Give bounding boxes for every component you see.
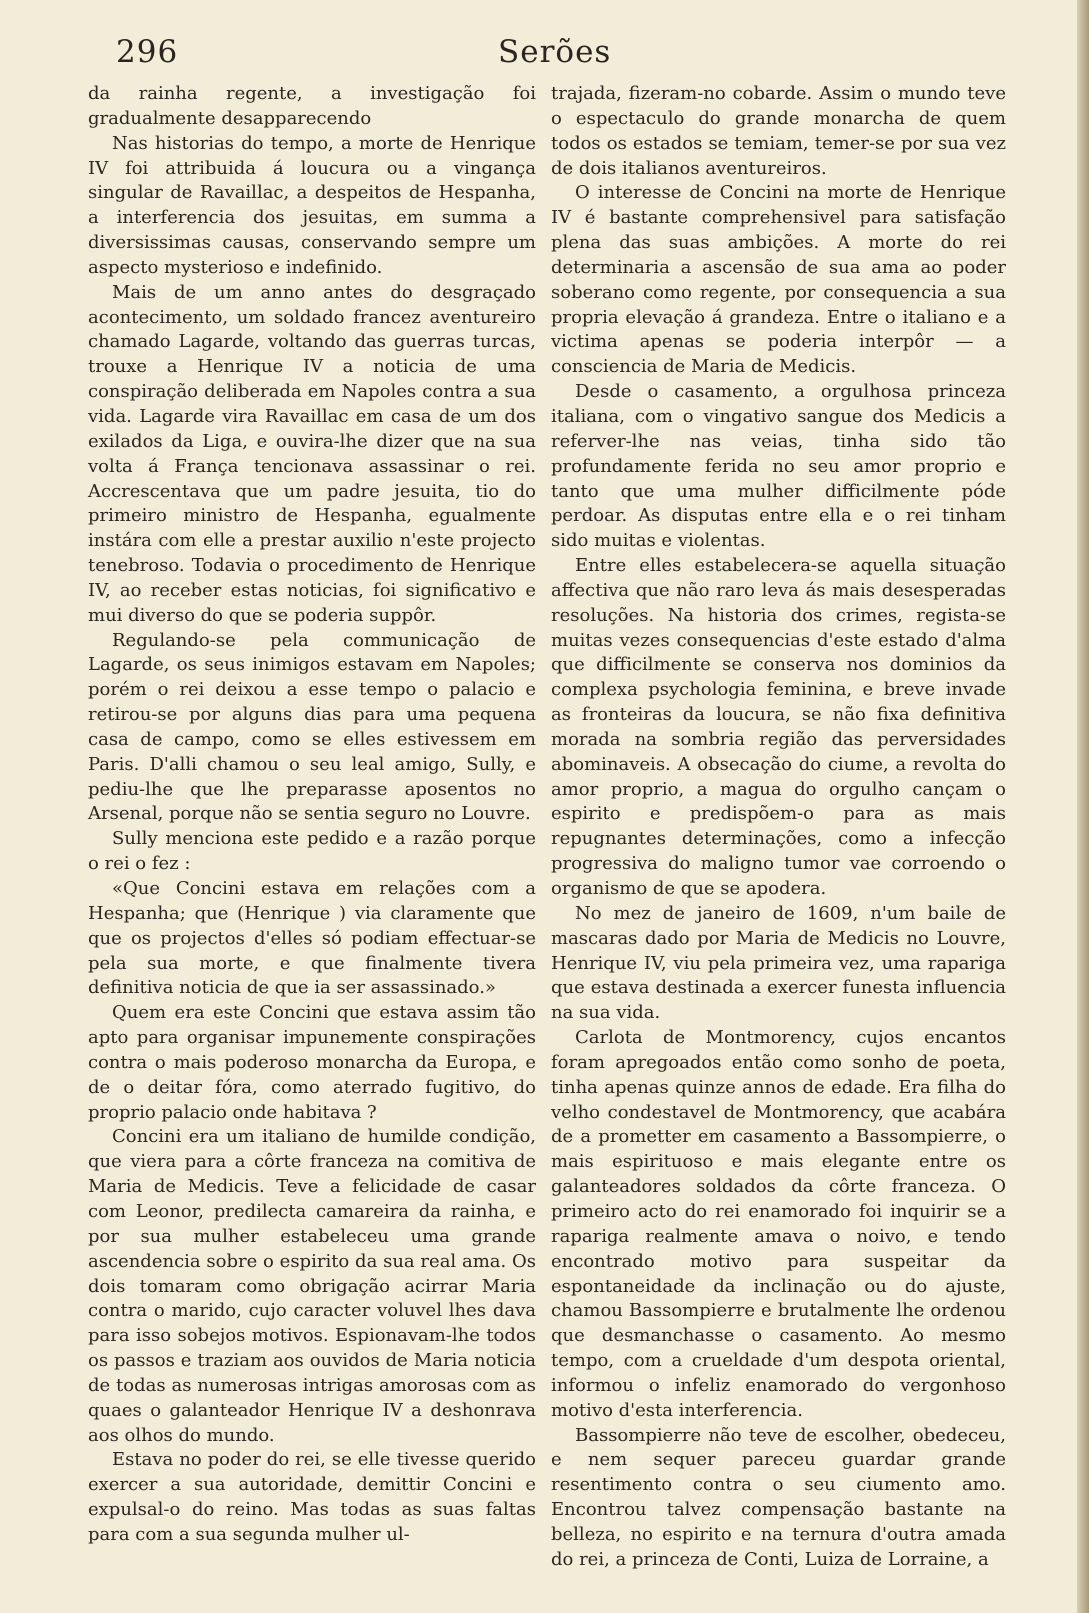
paragraph: Nas historias do tempo, a morte de Henrique IV foi attribuida á loucura ou a vingança singular de Ravaillac, a despeitos de Hespanha, a interferencia dos jesuitas, em summa a diversissimas causas, conservando sempre um aspecto mysterioso e indefinido. — [88, 132, 536, 278]
paragraph: Mais de um anno antes do desgraçado acontecimento, um soldado francez aventureiro chamado Lagarde, voltando das guerras turcas, trouxe a Henrique IV a noticia de uma conspiração deliberada em Napoles contra a sua vida. Lagarde vira Ravaillac em casa de um dos exilados da Liga, e ouvira-lhe dizer que na sua volta á França tencionava assassinar o rei. Accrescentava que um padre jesuita, tio do primeiro ministro de Hespanha, egualmente instára com elle a prestar auxilio n'este projecto tenebroso. Todavia o procedimento de Henrique IV, ao receber estas noticias, foi significativo e mui diverso do que se poderia suppôr. — [88, 281, 536, 626]
paragraph: Entre elles estabelecera-se aquella situação affectiva que não raro leva ás mais desesperadas resoluções. Na historia dos crimes, regista-se muitas vezes consequencias d'este estado d'alma que difficilmente se conserva nos dominios da complexa psychologia feminina, e breve invade as fronteiras da loucura, se não fixa definitiva morada na sombria região das perversidades abominaveis. A obsecação do ciume, a revolta do amor proprio, a magua do orgulho cançam o espirito e predispõem-o para as mais repugnantes determinações, como a infecção progressiva do maligno tumor vae corroendo o organismo de que se apodera. — [551, 555, 1006, 899]
paragraph: Carlota de Montmorency, cujos encantos foram apregoados então como sonho de poeta, tinha apenas quinze annos de edade. Era filha do velho condestavel de Montmorency, que acabára de a prometter em casamento a Bassompierre, o mais espirituoso e mais elegante entre os galanteadores soldados da côrte franceza. O primeiro acto do rei enamorado foi inquirir se a rapariga realmente amava o noivo, e tendo encontrado motivo para suspeitar da espontaneidade da inclinação ou do ajuste, chamou Bassompierre e brutalmente lhe ordenou que desmanchasse o casamento. Ao mesmo tempo, com a crueldade d'um despota oriental, informou o infeliz enamorado do vergonhoso motivo d'esta interferencia. — [551, 1027, 1006, 1421]
running-title: Serões — [498, 34, 612, 70]
paragraph: da rainha regente, a investigação foi gradualmente desapparecendo — [88, 83, 536, 129]
paragraph: No mez de janeiro de 1609, n'um baile de mascaras dado por Maria de Medicis no Louvre, Henrique IV, viu pela primeira vez, uma rapariga que estava destinada a exercer funesta influencia na sua vida. — [551, 902, 1006, 1024]
left-column — [88, 82, 536, 1548]
paragraph: Regulando-se pela communicação de Lagarde, os seus inimigos estavam em Napoles; porém o rei deixou a esse tempo o palacio e retirou-se por alguns dias para uma pequena casa de campo, como se elles estivessem em Paris. D'alli chamou o seu leal amigo, Sully, e pediu-lhe que lhe preparasse aposentos no Arsenal, porque não se sentia seguro no Louvre. — [88, 629, 536, 825]
page-header — [0, 34, 1089, 78]
paragraph: Estava no poder do rei, se elle tivesse querido exercer a sua autoridade, demittir Concini e expulsal-o do reino. Mas todas as suas faltas para com a sua segunda mulher ul- — [88, 1449, 536, 1545]
paragraph: Desde o casamento, a orgulhosa princeza italiana, com o vingativo sangue dos Medicis a referver-lhe nas veias, tinha sido tão profundamente ferida no seu amor proprio e tanto que uma mulher difficilmente póde perdoar. As disputas entre ella e o rei tinham sido muitas e violentas. — [551, 381, 1006, 552]
right-column — [551, 82, 1006, 1573]
paragraph: O interesse de Concini na morte de Henrique IV é bastante comprehensivel para satisfação plena das suas ambições. A morte do rei determinaria a ascensão de sua ama ao poder soberano como regente, por consequencia a sua propria elevação á grandeza. Entre o italiano e a victima apenas se poderia interpôr — a consciencia de Maria de Medicis. — [551, 182, 1006, 378]
page-number: 296 — [116, 34, 179, 70]
paragraph: Bassompierre não teve de escolher, obedeceu, e nem sequer pareceu guardar grande resentimento contra o seu ciumento amo. Encontrou talvez compensação bastante na belleza, no espirito e na ternura d'outra amada do rei, a princeza de Conti, Luiza de Lorraine, a — [551, 1424, 1006, 1570]
page-edge-shadow — [1077, 0, 1089, 1613]
paragraph: Sully menciona este pedido e a razão porque o rei o fez : — [88, 828, 536, 875]
quotation-paragraph: «Que Concini estava em relações com a Hespanha; que (Henrique ) via claramente que que os projectos d'elles só podiam effectuar-se pela sua morte, e que finalmente tivera definitiva noticia de que ia ser assassinado.» — [88, 878, 536, 999]
paragraph: trajada, fizeram-no cobarde. Assim o mundo teve o espectaculo do grande monarcha de quem todos os estados se temiam, temer-se por sua vez de dois italianos aventureiros. — [551, 83, 1006, 179]
paragraph: Quem era este Concini que estava assim tão apto para organisar impunemente conspirações contra o mais poderoso monarcha da Europa, e de o deitar fóra, como aterrado fugitivo, do proprio palacio onde habitava ? — [88, 1002, 536, 1123]
paragraph: Concini era um italiano de humilde condição, que viera para a côrte franceza na comitiva de Maria de Medicis. Teve a felicidade de casar com Leonor, predilecta camareira da rainha, e por sua mulher estabeleceu uma grande ascendencia sobre o espirito da sua real ama. Os dois tomaram como obrigação acirrar Maria contra o marido, cujo caracter voluvel lhes dava para isso sobejos motivos. Espionavam-lhe todos os passos e traziam aos ouvidos de Maria noticia de todas as numerosas intrigas amorosas com as quaes o galanteador Henrique IV a deshonrava aos olhos do mundo. — [88, 1126, 536, 1446]
